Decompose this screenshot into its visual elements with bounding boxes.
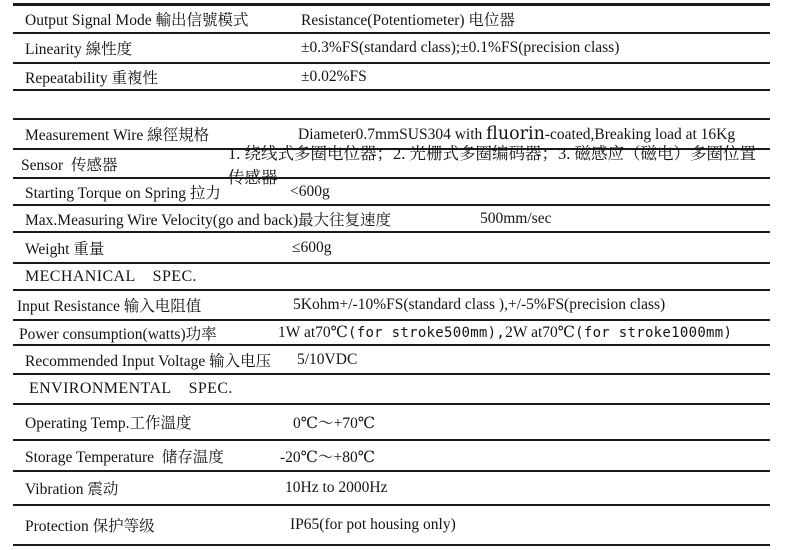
spec-table-top [13,3,770,91]
value-part: -coated,Breaking load at 16Kg [544,126,736,143]
spec-value: 5Kohm+/-10%FS(standard class ),+/-5%FS(precision class) [293,296,666,313]
section-header-mechanical-spec [13,264,770,291]
spec-value: 1. 绕线式多圈电位器；2. 光栅式多圈编码器；3. 磁感应（磁电）多圈位置传感器 [228,143,756,187]
spec-value: 500mm/sec [480,209,552,227]
section-title: ENVIRONMENTAL SPEC. [29,380,233,397]
spec-value: IP65(for pot housing only) [290,516,456,533]
spec-row-vibration [13,472,770,506]
spec-row-storage-temperature [13,441,770,472]
spec-row-sensor [13,143,770,187]
spec-label: Protection 保护等级 [25,518,155,535]
spec-value: ±0.02%FS [301,67,367,85]
spec-row-repeatability [13,64,770,91]
spec-row-weight [13,233,770,264]
spec-row-linearity [13,34,770,64]
value-part: Diameter0.7mmSUS304 with [298,126,487,143]
spec-value: Resistance(Potentiometer) 电位器 [301,12,515,29]
table-gap [13,91,770,118]
spec-label: Measurement Wire 線徑規格 [25,127,210,144]
value-part-mono: (for stroke1000mm) [575,325,733,341]
spec-label: Sensor 传感器 [21,156,118,174]
spec-label: Vibration 震动 [25,481,119,498]
spec-row-recommended-input-voltage [13,346,770,375]
value-part-mono: (for stroke500mm), [348,325,506,341]
spec-label: Max.Measuring Wire Velocity(go and back)最大往复速度 [25,211,391,229]
spec-value: -20℃～+80℃ [280,448,376,466]
spec-label: Power consumption(watts)功率 [19,325,217,343]
spec-value: 10Hz to 2000Hz [285,479,388,496]
value-part: 2W at70℃ [505,324,576,341]
spec-label: Recommended Input Voltage 输入电压 [25,352,272,370]
value-part: 1W at70℃ [278,324,348,341]
spec-row-input-resistance [13,291,770,321]
spec-row-power-consumption [13,321,770,346]
spec-label: Weight 重量 [25,240,105,258]
spec-label: Input Resistance 输入电阻值 [17,298,202,315]
spec-value: 0℃～+70℃ [293,415,376,432]
spec-value [278,323,732,342]
spec-value: ±0.3%FS(standard class);±0.1%FS(precision class) [301,39,620,56]
spec-row-output-signal-mode [13,6,770,34]
spec-row-protection [13,506,770,546]
spec-document [13,3,770,546]
spec-label: Starting Torque on Spring 拉力 [25,184,221,202]
section-title: MECHANICAL SPEC. [25,267,197,285]
spec-label: Linearity 線性度 [25,41,133,58]
spec-label: Repeatability 重複性 [25,69,159,87]
spec-value: ≤600g [292,238,332,256]
spec-value: 5/10VDC [297,350,358,368]
spec-label: Output Signal Mode 輸出信號模式 [25,12,249,29]
spec-label: Storage Temperature 储存温度 [25,448,224,466]
spec-row-max-wire-velocity [13,206,770,233]
section-header-environmental-spec [13,375,770,405]
spec-value: <600g [290,182,330,200]
spec-row-operating-temp [13,405,770,441]
spec-label: Operating Temp.工作溫度 [25,415,192,432]
spec-table-main [13,118,770,546]
value-part-alt-font: fluorin [486,124,545,144]
